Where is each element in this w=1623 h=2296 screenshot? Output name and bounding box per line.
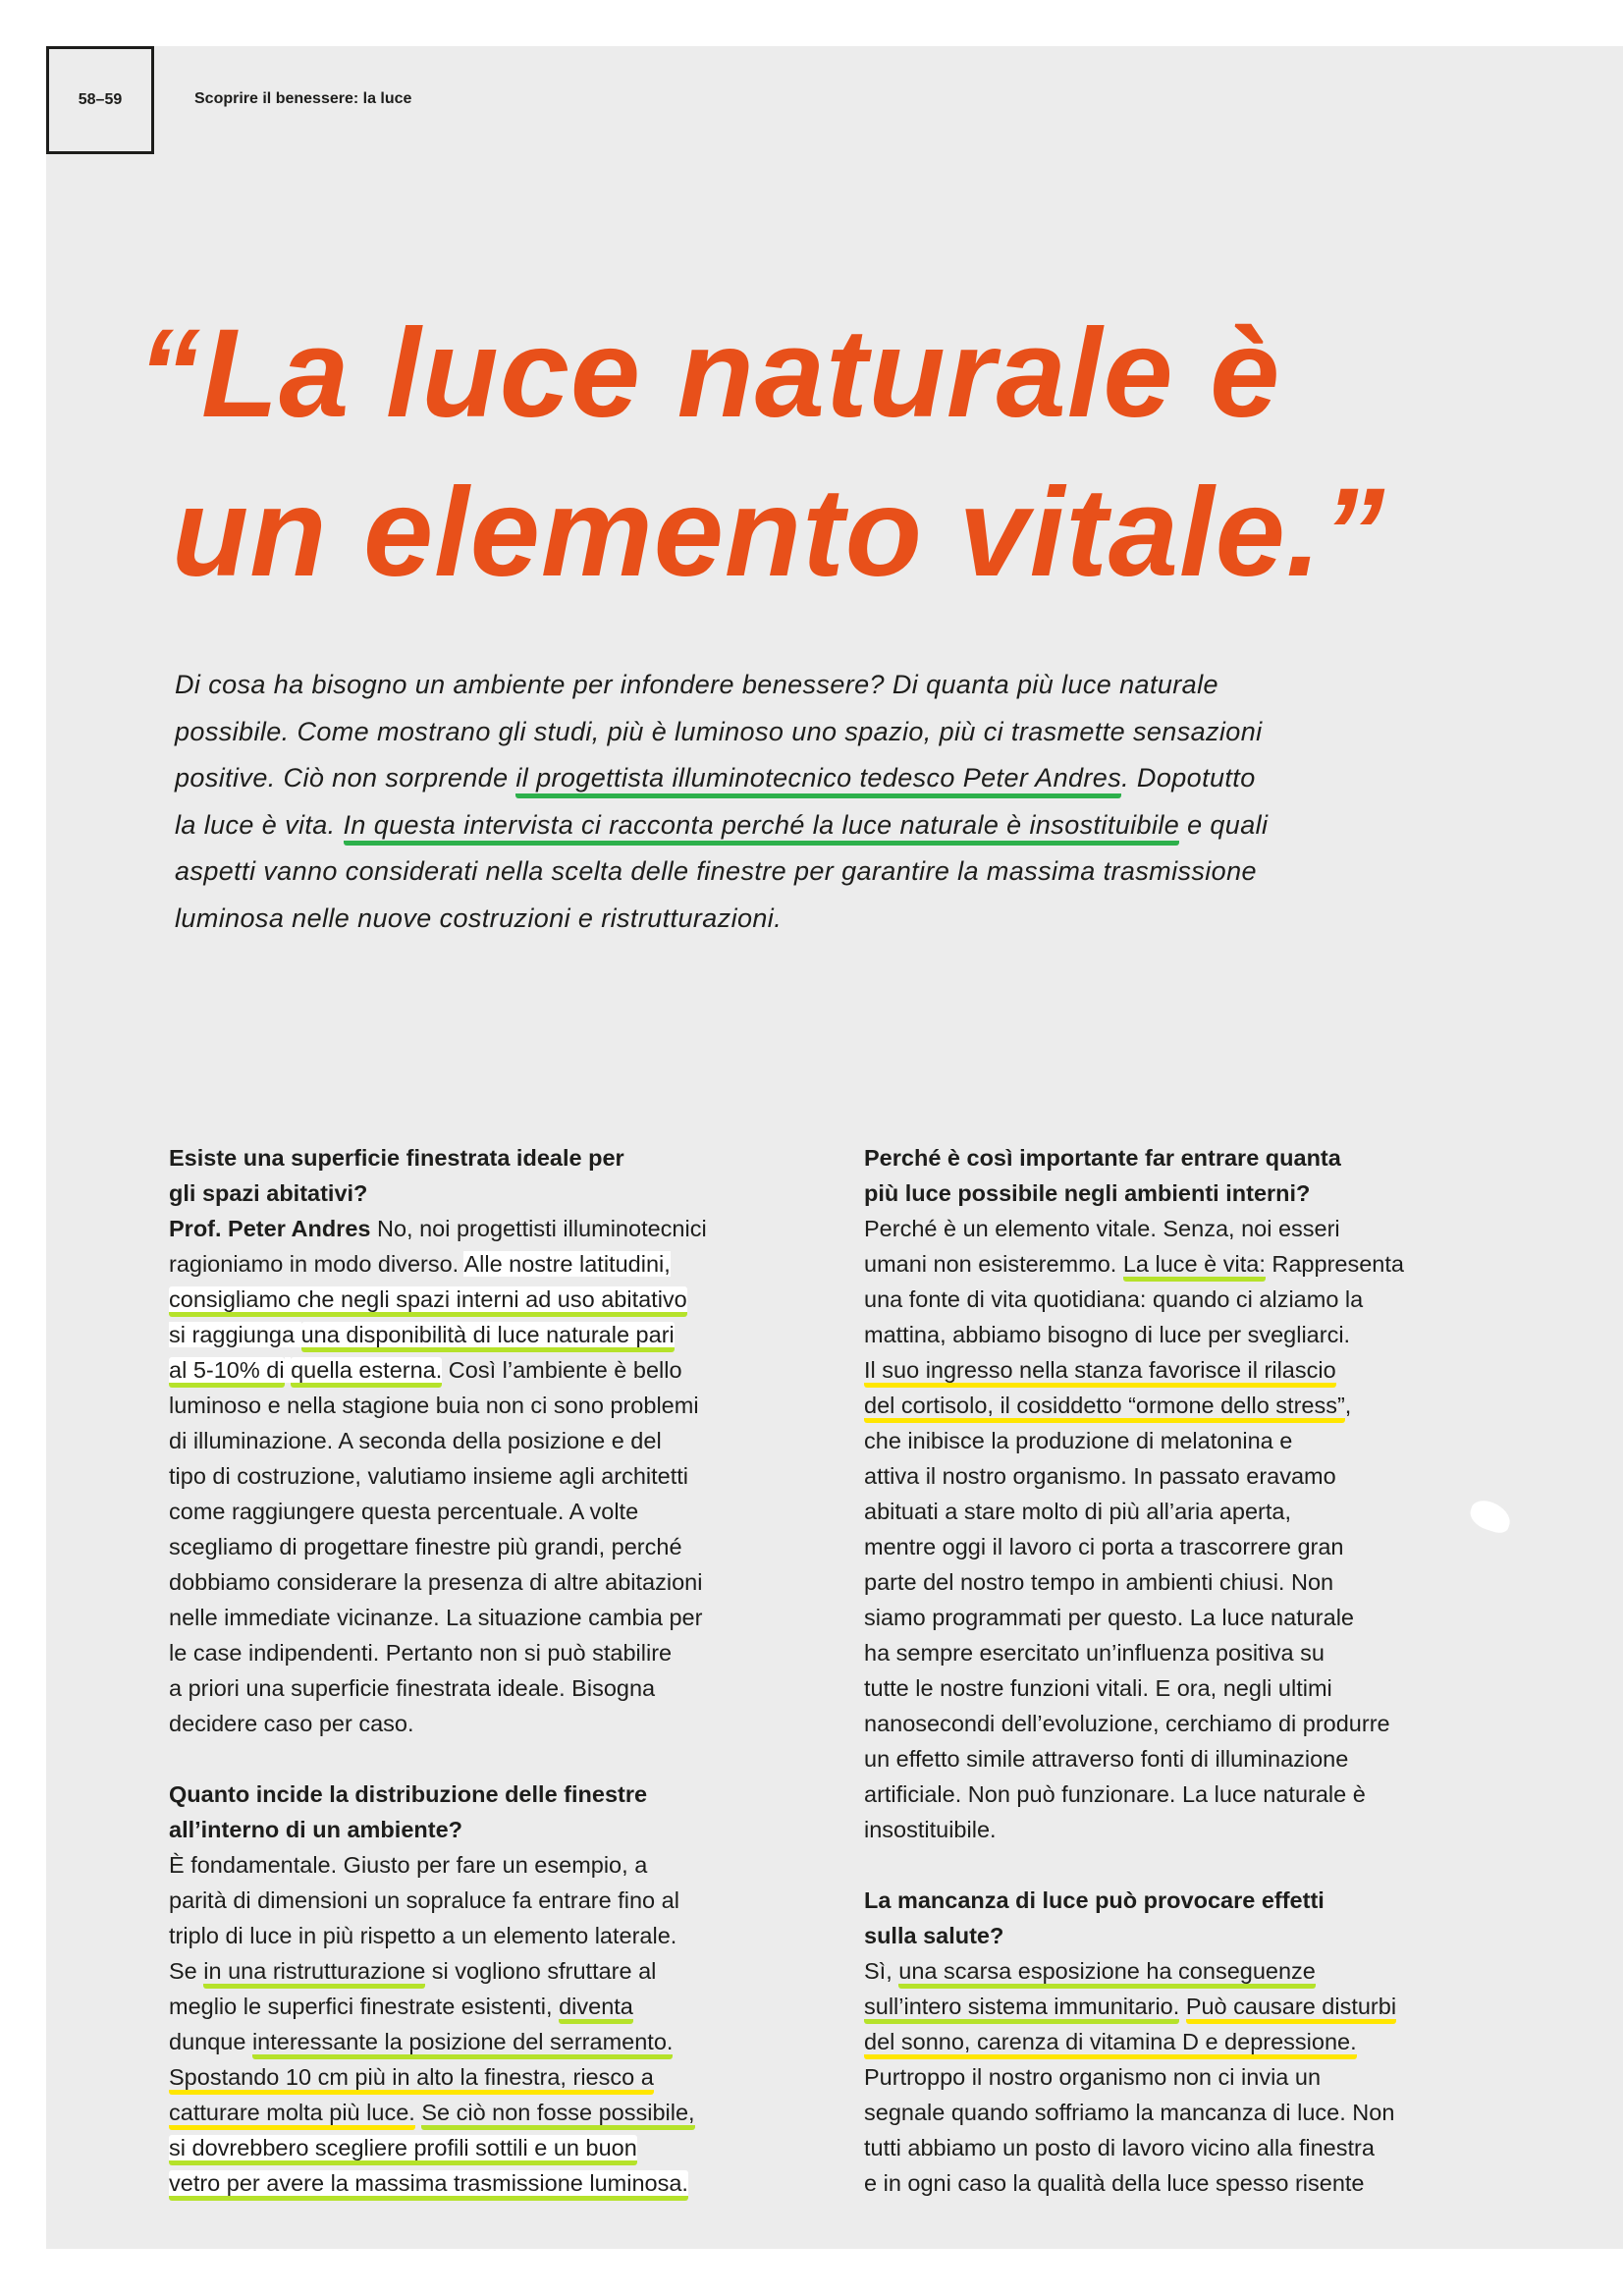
text: Se	[169, 1958, 204, 1984]
answer-line: attiva il nostro organismo. In passato eravamo	[864, 1463, 1336, 1489]
answer-line	[169, 2165, 707, 2201]
left-column	[169, 1140, 707, 2201]
yellow-underline-highlight: del sonno, carenza di vitamina D e depressione.	[864, 2029, 1357, 2059]
pull-quote-line-2: un elemento vitale.”	[172, 463, 1386, 603]
answer-line	[169, 1246, 707, 1282]
lime-underline-highlight: al 5-10% di	[169, 1357, 285, 1388]
white-highlight: Alle nostre latitudini,	[463, 1251, 671, 1277]
answer-line	[864, 1953, 1404, 1989]
lime-underline-highlight: Se ciò non fosse possibile,	[421, 2100, 694, 2130]
pull-quote	[137, 295, 1385, 613]
answer-line: una fonte di vita quotidiana: quando ci alziamo la	[864, 1286, 1364, 1312]
answer-line: artificiale. Non può funzionare. La luce naturale è	[864, 1781, 1366, 1807]
text: Sì,	[864, 1958, 899, 1984]
text	[1179, 1994, 1186, 2019]
lime-underline-highlight: si dovrebbero scegliere profili sottili e un buon	[169, 2135, 637, 2165]
question-heading: più luce possibile negli ambienti interni?	[864, 1180, 1311, 1206]
answer-line: Purtroppo il nostro organismo non ci invia un	[864, 2064, 1322, 2090]
lime-underline-highlight: in una ristrutturazione	[203, 1958, 425, 1989]
answer-line: mattina, abbiamo bisogno di luce per svegliarci.	[864, 1322, 1351, 1347]
answer-line: di illuminazione. A seconda della posizione e del	[169, 1428, 662, 1453]
question-heading: sulla salute?	[864, 1923, 1004, 1948]
answer-line: mentre oggi il lavoro ci porta a trascorrere gran	[864, 1534, 1344, 1559]
white-highlight: si raggiunga	[169, 1322, 301, 1347]
answer-line: le case indipendenti. Pertanto non si può stabilire	[169, 1640, 673, 1666]
answer-line: insostituibile.	[864, 1817, 997, 1842]
text: positive. Ciò non sorprende	[175, 763, 516, 793]
answer-line: È fondamentale. Giusto per fare un esempio, a	[169, 1852, 648, 1878]
answer-line	[169, 1953, 707, 1989]
yellow-underline-highlight: Il suo ingresso nella stanza favorisce il rilascio	[864, 1357, 1336, 1388]
answer-line: un effetto simile attraverso fonti di illuminazione	[864, 1746, 1349, 1772]
text: dunque	[169, 2029, 252, 2054]
lime-underline-highlight: interessante la posizione del serramento.	[252, 2029, 673, 2059]
answer-line	[169, 1317, 707, 1352]
text: Rappresenta	[1265, 1251, 1404, 1277]
answer-line: parità di dimensioni un sopraluce fa entrare fino al	[169, 1887, 679, 1913]
page-number-box	[46, 46, 154, 154]
pull-quote-line-1: “La luce naturale è	[137, 303, 1281, 444]
answer-line	[169, 1211, 707, 1246]
answer-line: scegliamo di progettare finestre più grandi, perché	[169, 1534, 682, 1559]
question-heading: all’interno di un ambiente?	[169, 1817, 462, 1842]
answer-line: che inibisce la produzione di melatonina e	[864, 1428, 1293, 1453]
spacer	[864, 1847, 1404, 1883]
lime-underline-highlight: vetro per avere la massima trasmissione luminosa.	[169, 2170, 688, 2201]
answer-line: e in ogni caso la qualità della luce spesso risente	[864, 2170, 1365, 2196]
answer-line: come raggiungere questa percentuale. A volte	[169, 1499, 639, 1524]
answer-line	[169, 1282, 707, 1317]
question-heading: La mancanza di luce può provocare effetti	[864, 1887, 1325, 1913]
text: e quali	[1179, 809, 1269, 840]
question-heading: gli spazi abitativi?	[169, 1180, 368, 1206]
text: ,	[1344, 1393, 1352, 1418]
green-underline-highlight: il progettista illuminotecnico tedesco Peter Andres	[515, 763, 1121, 798]
lime-underline-highlight: La luce è vita:	[1123, 1251, 1266, 1282]
answer-line	[169, 2130, 707, 2165]
answer-line	[169, 1989, 707, 2024]
text: si vogliono sfruttare al	[425, 1958, 657, 1984]
answer-line	[864, 1989, 1404, 2024]
answer-line: abituati a stare molto di più all’aria aperta,	[864, 1499, 1291, 1524]
intro-paragraph	[175, 662, 1268, 942]
lime-underline-highlight: una scarsa esposizione ha conseguenze	[898, 1958, 1316, 1989]
answer-line: dobbiamo considerare la presenza di altre abitazioni	[169, 1569, 703, 1595]
answer-line: tutti abbiamo un posto di lavoro vicino alla finestra	[864, 2135, 1375, 2160]
answer-line: Perché è un elemento vitale. Senza, noi esseri	[864, 1216, 1340, 1241]
lime-underline-highlight: sull’intero sistema immunitario.	[864, 1994, 1179, 2024]
text: meglio le superfici finestrate esistenti,	[169, 1994, 560, 2019]
answer-line	[169, 2024, 707, 2059]
question-heading: Quanto incide la distribuzione delle finestre	[169, 1781, 648, 1807]
text: Così l’ambiente è bello	[442, 1357, 682, 1383]
yellow-underline-highlight: Spostando 10 cm più in alto la finestra, riesco a	[169, 2064, 654, 2095]
lime-underline-highlight: quella esterna.	[291, 1357, 442, 1388]
speaker-name: Prof. Peter Andres	[169, 1216, 371, 1241]
answer-line	[864, 1246, 1404, 1282]
answer-line: decidere caso per caso.	[169, 1711, 414, 1736]
intro-line: Di cosa ha bisogno un ambiente per infondere benessere? Di quanta più luce naturale	[175, 670, 1218, 699]
answer-line: tipo di costruzione, valutiamo insieme agli architetti	[169, 1463, 689, 1489]
yellow-underline-highlight: catturare molta più luce.	[169, 2100, 415, 2130]
answer-line: nelle immediate vicinanze. La situazione cambia per	[169, 1605, 703, 1630]
lime-underline-highlight: diventa	[559, 1994, 633, 2024]
yellow-underline-highlight: del cortisolo, il cosiddetto “ormone dello stress”	[864, 1393, 1345, 1423]
intro-line: aspetti vanno considerati nella scelta delle finestre per garantire la massima trasmissione	[175, 856, 1257, 886]
text: ragioniamo in modo diverso.	[169, 1251, 464, 1277]
question-heading: Perché è così importante far entrare quanta	[864, 1145, 1341, 1171]
answer-line: parte del nostro tempo in ambienti chiusi. Non	[864, 1569, 1334, 1595]
answer-line: tutte le nostre funzioni vitali. E ora, negli ultimi	[864, 1675, 1332, 1701]
text: No, noi progettisti illuminotecnici	[370, 1216, 707, 1241]
answer-line: luminoso e nella stagione buia non ci sono problemi	[169, 1393, 699, 1418]
right-column	[864, 1140, 1404, 2201]
answer-line	[169, 2059, 707, 2095]
answer-line	[864, 1388, 1404, 1423]
answer-line	[864, 2024, 1404, 2059]
answer-line: triplo di luce in più rispetto a un elemento laterale.	[169, 1923, 677, 1948]
question-heading: Esiste una superficie finestrata ideale per	[169, 1145, 624, 1171]
answer-line: ha sempre esercitato un’influenza positiva su	[864, 1640, 1325, 1666]
intro-line: possibile. Come mostrano gli studi, più è luminoso uno spazio, più ci trasmette sensazioni	[175, 716, 1263, 746]
text: la luce è vita.	[175, 809, 344, 840]
text: . Dopotutto	[1121, 763, 1256, 793]
answer-line: nanosecondi dell’evoluzione, cerchiamo di produrre	[864, 1711, 1390, 1736]
yellow-underline-highlight: Può causare disturbi	[1186, 1994, 1396, 2024]
text: umani non esisteremmo.	[864, 1251, 1123, 1277]
spacer	[169, 1741, 707, 1777]
intro-line	[175, 755, 1268, 802]
answer-line: siamo programmati per questo. La luce naturale	[864, 1605, 1354, 1630]
lime-underline-highlight: una disponibilità di luce naturale pari	[301, 1322, 675, 1352]
green-underline-highlight: In questa intervista ci racconta perché la luce naturale è insostituibile	[344, 810, 1180, 846]
answer-line	[169, 2095, 707, 2130]
answer-line: segnale quando soffriamo la mancanza di luce. Non	[864, 2100, 1395, 2125]
answer-line	[864, 1352, 1404, 1388]
answer-line	[169, 1352, 707, 1388]
intro-line	[175, 802, 1268, 849]
answer-line: a priori una superficie finestrata ideale. Bisogna	[169, 1675, 656, 1701]
page-numbers: 58–59	[78, 91, 123, 108]
intro-line: luminosa nelle nuove costruzioni e ristrutturazioni.	[175, 902, 783, 933]
section-title: Scoprire il benessere: la luce	[194, 90, 412, 107]
lime-underline-highlight: consigliamo che negli spazi interni ad uso abitativo	[169, 1286, 687, 1317]
